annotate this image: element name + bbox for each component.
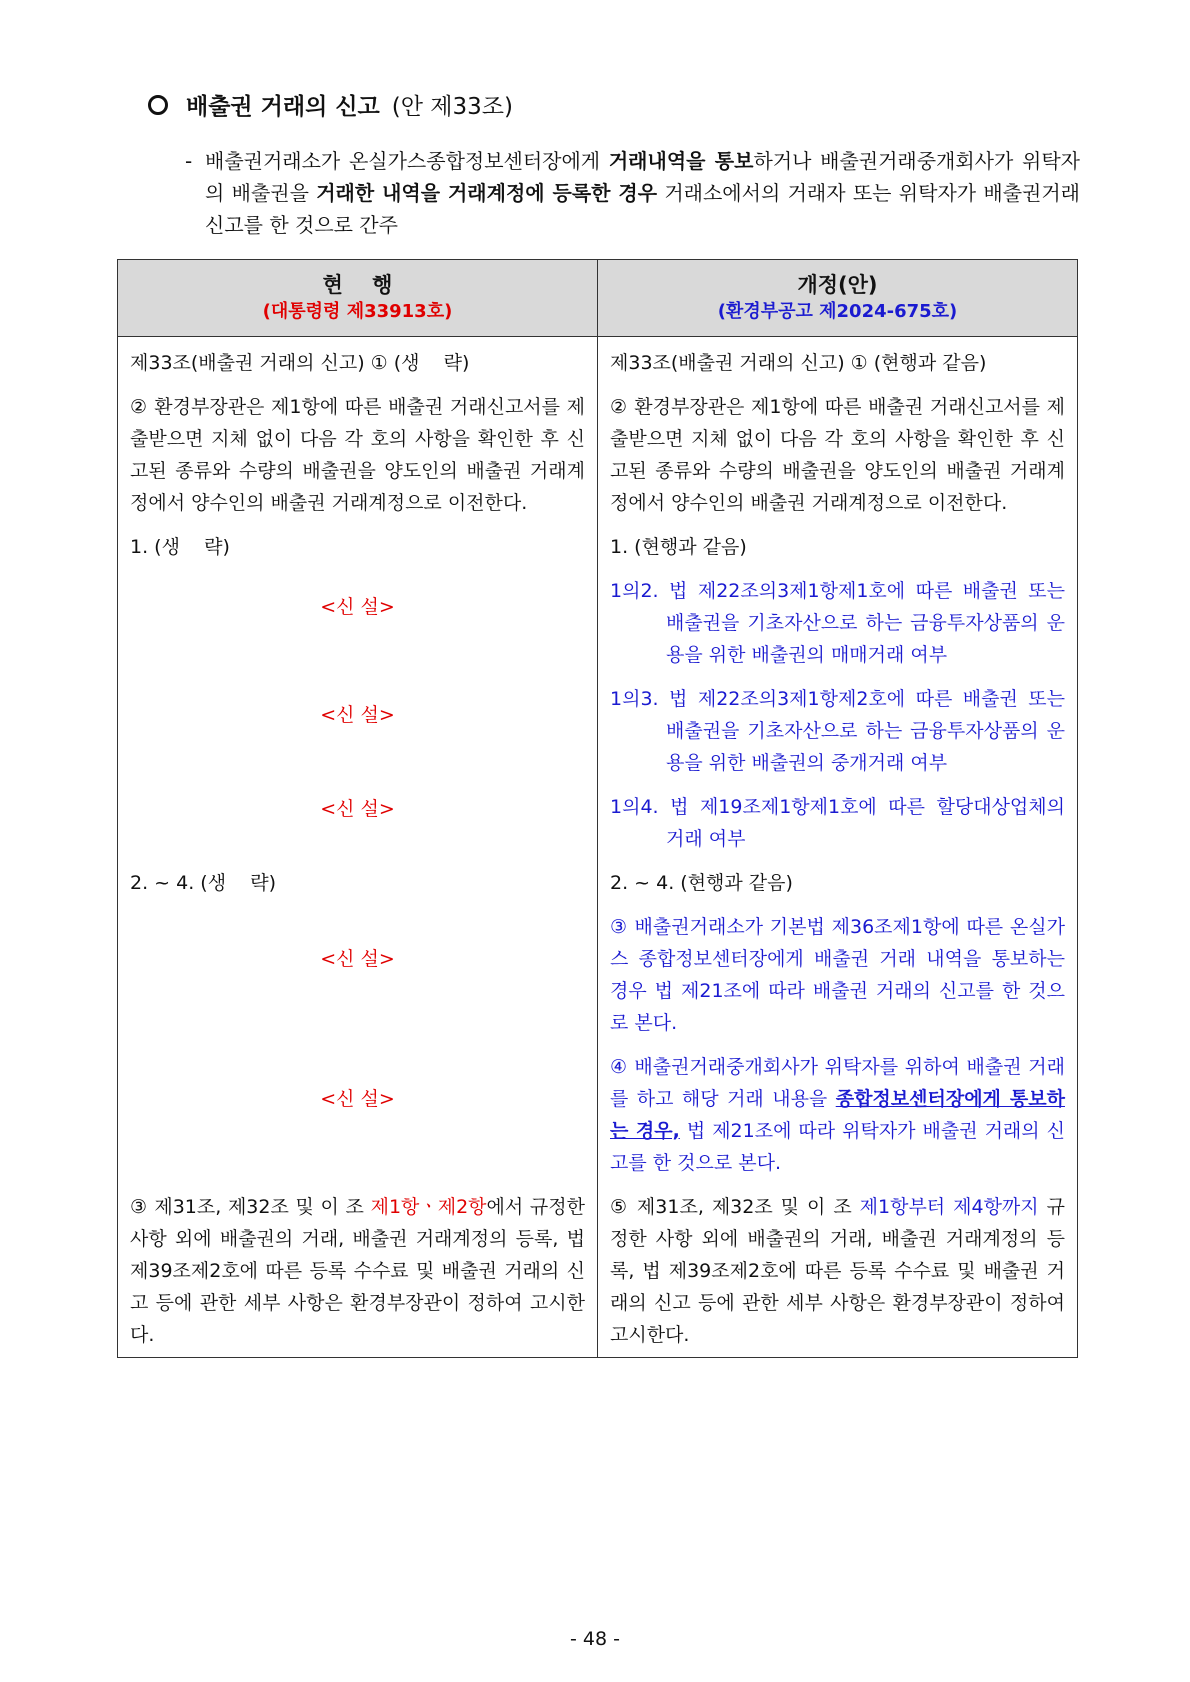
table-row — [118, 385, 1078, 525]
right-para-3: ③ 배출권거래소가 기본법 제36조제1항에 따른 온실가스 종합정보센터장에게 배출권 거래 내역을 통보하는 경우 법 제21조에 따라 배출권 거래의 신고를 한 것으로 본다. — [610, 916, 1065, 1034]
header-revised-source: (환경부공고 제2024-675호) — [717, 301, 958, 322]
summary-paragraph — [185, 145, 1080, 241]
right-para-5 — [610, 1185, 1065, 1357]
left-new-label: <신 설> — [320, 1088, 395, 1110]
right-para-4-text-end: 법 제21조에 따라 위탁자가 배출권 거래의 신고를 한 것으로 본다. — [610, 1120, 1065, 1174]
header-current — [118, 260, 598, 337]
table-row — [118, 861, 1078, 905]
summary-text-3: 거래소에서의 거래자 또는 위탁자가 배출권거래 신고를 한 것으로 간주 — [205, 181, 1080, 237]
right-para-5-text: ⑤ 제31조, 제32조 및 이 조 — [610, 1196, 860, 1218]
left-article-title: 제33조(배출권 거래의 신고) ① (생 략) — [130, 352, 470, 374]
header-current-source: (대통령령 제33913호) — [262, 301, 453, 322]
left-new-label: <신 설> — [320, 596, 395, 618]
table-row — [118, 1185, 1078, 1358]
table-row — [118, 337, 1078, 386]
summary-bold-1: 거래내역을 통보 — [608, 149, 754, 173]
right-para-4-emphasis: 종합정보센터장에게 통보하는 경우, — [610, 1088, 1065, 1142]
left-para-3-text: ③ 제31조, 제32조 및 이 조 — [130, 1196, 371, 1218]
page-number: - 48 - — [570, 1628, 620, 1650]
table-row — [118, 1045, 1078, 1185]
right-item-1-3: 1의3. 법 제22조의3제1항제2호에 따른 배출권 또는 배출권을 기초자산으로 하는 금융투자상품의 운용을 위한 배출권의 중개거래 여부 — [610, 688, 1065, 774]
circle-bullet-icon — [148, 95, 168, 115]
left-para-3-text-end: 에서 규정한 사항 외에 배출권의 거래, 배출권 거래계정의 등록, 법 제39조제2호에 따른 등록 수수료 및 배출권 거래의 신고 등에 관한 세부 사항은 환경부장관이 정하여 고시한다. — [130, 1196, 585, 1346]
table-row — [118, 677, 1078, 785]
summary-bold-2: 거래한 내역을 거래계정에 등록한 경우 — [316, 181, 658, 205]
right-items-2-4: 2. ~ 4. (현행과 같음) — [610, 872, 793, 894]
summary-text-1: 배출권거래소가 온실가스종합정보센터장에게 — [205, 149, 609, 173]
summary-text-2: 하거나 배출권거래중개회사가 위탁자의 배출권을 — [205, 149, 1081, 205]
right-article-title: 제33조(배출권 거래의 신고) ① (현행과 같음) — [610, 352, 987, 374]
left-para-2: ② 환경부장관은 제1항에 따른 배출권 거래신고서를 제출받으면 지체 없이 다음 각 호의 사항을 확인한 후 신고된 종류와 수량의 배출권을 양도인의 배출권 거래계정에서 양수인의 배출권 거래계정으로 이전한다. — [130, 396, 585, 514]
left-new-label: <신 설> — [320, 704, 395, 726]
right-para-4-text: ④ 배출권거래중개회사가 위탁자를 위하여 배출권 거래를 하고 해당 거래 내용을 — [610, 1056, 1065, 1110]
left-para-3 — [130, 1185, 585, 1357]
left-item-1: 1. (생 략) — [130, 536, 230, 558]
left-new-label: <신 설> — [320, 798, 395, 820]
right-item-1-4: 1의4. 법 제19조제1항제1호에 따른 할당대상업체의 거래 여부 — [610, 796, 1065, 850]
header-revised — [598, 260, 1078, 337]
table-row — [118, 569, 1078, 677]
section-heading — [148, 88, 513, 121]
heading-subtitle: (안 제33조) — [391, 94, 513, 120]
comparison-table — [117, 259, 1078, 1358]
summary-dash: - — [185, 149, 193, 173]
table-row — [118, 785, 1078, 861]
heading-title: 배출권 거래의 신고 — [186, 94, 380, 120]
right-para-2: ② 환경부장관은 제1항에 따른 배출권 거래신고서를 제출받으면 지체 없이 다음 각 호의 사항을 확인한 후 신고된 종류와 수량의 배출권을 양도인의 배출권 거래계정에서 양수인의 배출권 거래계정으로 이전한다. — [610, 396, 1065, 514]
right-item-1-2: 1의2. 법 제22조의3제1항제1호에 따른 배출권 또는 배출권을 기초자산으로 하는 금융투자상품의 운용을 위한 배출권의 매매거래 여부 — [610, 580, 1065, 666]
left-items-2-4: 2. ~ 4. (생 략) — [130, 872, 276, 894]
right-para-5-highlight: 제1항부터 제4항까지 — [859, 1196, 1039, 1218]
left-para-3-highlight: 제1항ㆍ제2항 — [370, 1196, 487, 1218]
table-row — [118, 525, 1078, 569]
left-new-label: <신 설> — [320, 948, 395, 970]
right-para-4 — [610, 1045, 1065, 1185]
table-row — [118, 905, 1078, 1045]
header-current-title: 현 행 — [322, 273, 393, 297]
header-revised-title: 개정(안) — [797, 273, 878, 297]
right-item-1: 1. (현행과 같음) — [610, 536, 747, 558]
right-para-5-text-end: 규정한 사항 외에 배출권의 거래, 배출권 거래계정의 등록, 법 제39조제2호에 따른 등록 수수료 및 배출권 거래의 신고 등에 관한 세부 사항은 환경부장관이 정하여 고시한다. — [610, 1196, 1065, 1346]
